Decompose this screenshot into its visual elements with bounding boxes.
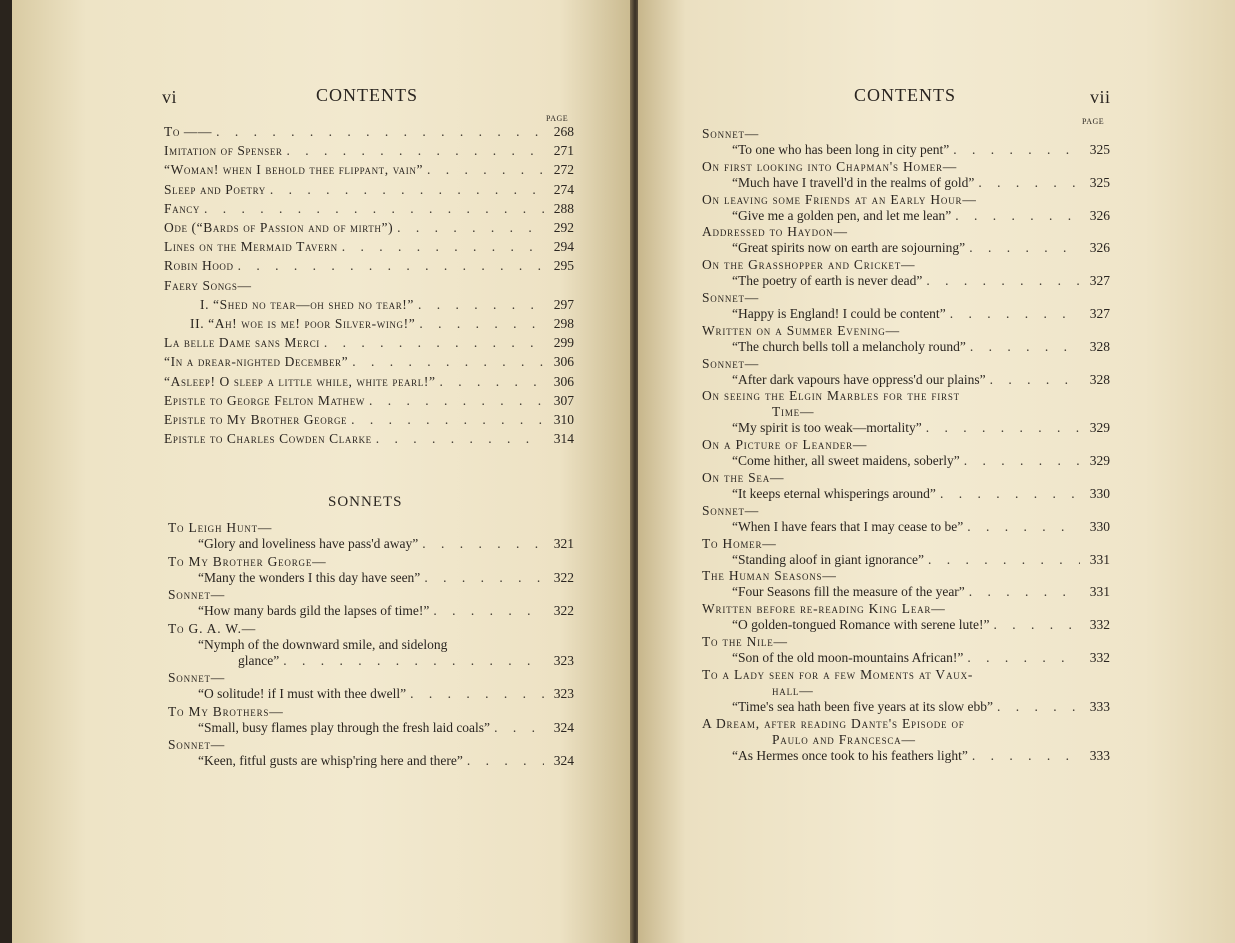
entry-line [702,699,1110,715]
entry-title: To —— [164,124,213,139]
sonnet-entry [702,634,1110,666]
entry-title: Lines on the Mermaid Tavern [164,239,338,255]
entry-title: Epistle to My Brother George [164,412,348,427]
leader-dots [969,584,1080,600]
sonnet-heading: To Leigh Hunt— [168,520,273,535]
entry-line [164,393,574,409]
sonnet-entry [168,587,574,619]
entry-title: “Woman! when I behold thee flippant, vain” [164,162,424,178]
entry-title: “It keeps eternal whisperings around” [732,486,936,501]
entry-line [164,297,574,313]
leader-dots [926,273,1080,289]
entry-line [164,143,574,159]
entry-title: “Time's sea hath been five years at its slow ebb” [732,698,993,714]
left-page [12,0,634,943]
page-ref: 274 [553,181,574,197]
entry-title: “How many bards gild the lapses of time!” [198,603,430,618]
leader-dots [926,420,1080,436]
leader-dots [287,143,544,159]
sonnet-entry [702,470,1110,502]
page-ref: 333 [1089,698,1110,714]
running-head: CONTENTS [316,85,418,105]
sonnet-heading: On seeing the Elgin Marbles for the first [702,388,960,404]
page-number: vii [1090,87,1111,107]
sonnet-entry [702,323,1110,355]
entry-title: “To one who has been long in city pent” [732,142,950,157]
entry-title: “Keen, fitful gusts are whisp'ring here and there” [198,753,463,768]
toc-entry [164,258,574,274]
page-column-label: PAGE [1082,117,1105,126]
entry-title: “When I have fears that I may cease to be” [732,518,964,534]
sonnet-entry [702,192,1110,224]
entry-title: “After dark vapours have oppress'd our plains” [732,371,986,387]
entry-line [164,182,574,198]
entry-title: glance” [238,652,280,668]
leader-dots [990,372,1080,388]
sonnet-entry [702,503,1110,535]
sonnet-entry [702,716,1110,764]
leader-dots [994,617,1080,633]
toc-entry [164,297,574,313]
entry-line [164,201,574,217]
page-ref: 332 [1089,617,1110,633]
leader-dots [342,239,544,255]
entry-line [702,486,1110,502]
entry-line [164,258,574,274]
entry-line [702,339,1110,355]
sonnet-heading: Sonnet— [702,126,760,141]
page-ref: 333 [1089,747,1110,763]
page-ref: 295 [553,258,574,274]
page-ref: 294 [553,239,574,255]
entry-line [168,603,574,619]
page-ref: 323 [553,652,574,668]
leader-dots [997,699,1080,715]
page-ref: 299 [553,335,574,351]
toc-entry [164,335,574,351]
entry-title: “Happy is England! I could be content” [732,306,946,321]
sonnet-entry [168,621,574,669]
entry-line [702,306,1110,322]
leader-dots [410,686,544,702]
entry-line [168,720,574,736]
entry-line [168,570,574,586]
sonnet-heading: To My Brother George— [168,553,327,569]
page-ref: 307 [553,392,574,408]
entry-line [702,748,1110,764]
entry-title: II. “Ah! woe is me! poor Silver-wing!” [190,316,416,331]
page-ref: 306 [553,373,574,389]
sonnet-entry [168,520,574,552]
page-column-label: PAGE [546,114,569,123]
entry-title: “Many the wonders I this day have seen” [198,569,421,585]
sonnet-heading: Written on a Summer Evening— [702,322,900,338]
sonnet-entry [702,290,1110,322]
sonnet-heading: Sonnet— [702,502,760,518]
leader-dots [270,182,544,198]
entry-line [164,412,574,428]
sonnet-entry [702,224,1110,256]
page-ref: 297 [553,296,574,312]
sonnet-heading: Time— [772,404,815,420]
page-ref: 298 [553,316,574,331]
page-ref: 322 [553,603,574,618]
sonnet-heading: A Dream, after reading Dante's Episode of [702,715,965,731]
leader-dots [967,650,1080,666]
sonnet-heading: To the Nile— [702,634,788,649]
leader-dots [204,201,544,217]
page-ref: 272 [553,162,574,178]
leader-dots [422,536,544,552]
entry-title: “O solitude! if I must with thee dwell” [198,686,407,701]
leader-dots [283,653,544,669]
leader-dots [955,208,1080,224]
sonnet-heading: Sonnet— [702,290,760,305]
entry-title: Epistle to Charles Cowden Clarke [164,431,372,447]
entry-line [702,650,1110,666]
page-ref: 288 [553,200,574,216]
page-ref: 332 [1089,650,1110,665]
page-ref: 314 [553,431,574,447]
running-head: CONTENTS [854,85,956,105]
entry-title: Sleep and Poetry [164,181,266,197]
entry-line [164,316,574,332]
page-ref: 323 [553,686,574,701]
toc-entry [164,143,574,159]
entry-title: “Standing aloof in giant ignorance” [732,551,924,567]
entry-line [168,637,574,653]
leader-dots [970,339,1080,355]
page-ref: 327 [1089,306,1110,321]
entry-line [702,420,1110,436]
sonnet-entry [702,667,1110,715]
entry-line [702,584,1110,600]
leader-dots [418,297,544,313]
entry-title: I. “Shed no tear—oh shed no tear!” [200,296,414,312]
leader-dots [352,354,544,370]
sonnet-entry [168,704,574,736]
sonnet-entry [168,670,574,702]
entry-line [164,374,574,390]
sonnet-heading: Sonnet— [702,355,760,371]
toc-entry [164,162,574,178]
toc-entry [164,278,574,294]
page-ref: 328 [1089,371,1110,387]
entry-title: Ode (“Bards of Passion and of mirth”) [164,220,394,235]
page-ref: 321 [553,536,574,551]
sonnet-entry [702,159,1110,191]
sonnet-heading: On leaving some Friends at an Early Hour— [702,191,977,207]
leader-dots [369,393,544,409]
entry-line [164,278,574,294]
sonnet-entry [702,437,1110,469]
leader-dots [978,175,1080,191]
sonnet-entry [702,388,1110,436]
page-ref: 331 [1089,584,1110,600]
toc-entry [164,374,574,390]
page-ref: 324 [553,719,574,735]
entry-line [168,686,574,702]
page-ref: 310 [553,412,574,427]
leader-dots [433,603,544,619]
page-ref: 329 [1089,453,1110,469]
sonnet-heading: Addressed to Haydon— [702,224,848,240]
sonnet-entry [702,601,1110,633]
leader-dots [972,748,1080,764]
toc-entry [164,431,574,447]
right-page [638,0,1235,943]
sonnet-heading: Written before re-reading King Lear— [702,601,946,617]
entry-title: “Four Seasons fill the measure of the year” [732,584,965,600]
entry-title: Epistle to George Felton Mathew [164,392,365,408]
page-ref: 326 [1089,207,1110,223]
leader-dots [969,240,1080,256]
leader-dots [928,552,1080,568]
page-ref: 268 [553,124,574,139]
leader-dots [953,142,1080,158]
entry-line [702,372,1110,388]
leader-dots [397,220,544,236]
sonnet-heading: To My Brothers— [168,703,284,719]
entry-title: “Give me a golden pen, and let me lean” [732,207,952,223]
sonnet-heading: Sonnet— [168,737,226,752]
entry-title: “The poetry of earth is never dead” [732,273,923,289]
sonnet-heading: To Homer— [702,535,777,551]
entry-line [702,142,1110,158]
sonnet-heading: Sonnet— [168,670,226,685]
entry-line [702,208,1110,224]
toc-entry [164,220,574,236]
entry-title: “In a drear-nighted December” [164,354,349,370]
page-ref: 325 [1089,174,1110,190]
leader-dots [950,306,1080,322]
toc-entry [164,393,574,409]
book-edge [0,0,12,943]
entry-line [164,354,574,370]
entry-line [164,220,574,236]
entry-line [702,175,1110,191]
sonnet-heading: Sonnet— [168,587,226,602]
entry-title: “Small, busy flames play through the fresh laid coals” [198,719,491,735]
sonnet-heading: On the Grasshopper and Cricket— [702,257,916,273]
entry-line [702,552,1110,568]
sonnet-heading: Paulo and Francesca— [772,731,916,747]
page-ref: 327 [1089,273,1110,289]
page-ref: 325 [1089,142,1110,157]
entry-title: “Great spirits now on earth are sojourning” [732,240,966,256]
sonnet-entry [168,554,574,586]
page-ref: 330 [1089,486,1110,501]
page-ref: 271 [553,143,574,159]
page-ref: 330 [1089,518,1110,534]
entry-title: “Asleep! O sleep a little while, white pearl!” [164,373,436,389]
page-ref: 292 [553,220,574,235]
section-title: SONNETS [328,494,403,510]
page-ref: 306 [553,354,574,370]
sonnet-heading: On the Sea— [702,470,785,485]
page-ref: 322 [553,569,574,585]
entry-title: Imitation of Spenser [164,143,283,159]
leader-dots [424,570,544,586]
sonnet-entry [702,257,1110,289]
leader-dots [419,316,544,332]
entry-title: “Son of the old moon-mountains African!” [732,650,964,665]
leader-dots [467,753,544,769]
entry-title: Fancy [164,200,201,216]
entry-title: “As Hermes once took to his feathers light” [732,747,968,763]
toc-entry [164,316,574,332]
entry-title: “Much have I travell'd in the realms of gold” [732,174,975,190]
entry-line [702,453,1110,469]
entry-title: “The church bells toll a melancholy round” [732,338,966,354]
sonnet-heading: On a Picture of Leander— [702,437,868,453]
entry-line [702,617,1110,633]
page-ref: 331 [1089,551,1110,567]
entry-title: “Glory and loveliness have pass'd away” [198,536,419,551]
entry-title: Robin Hood [164,258,234,274]
entry-line [702,273,1110,289]
entry-line [168,536,574,552]
leader-dots [238,258,544,274]
leader-dots [216,124,544,140]
entry-line [164,239,574,255]
leader-dots [440,374,544,390]
leader-dots [351,412,544,428]
sonnet-entry [702,568,1110,600]
toc-entry [164,182,574,198]
leader-dots [376,431,544,447]
entry-line [702,240,1110,256]
entry-line [164,162,574,178]
page-ref: 324 [553,753,574,768]
entry-title: “Nymph of the downward smile, and sidelong [198,636,448,652]
sonnet-entry [702,126,1110,158]
page-number: vi [162,87,178,107]
toc-entry [164,201,574,217]
sonnet-entry [168,737,574,769]
toc-entry [164,354,574,370]
leader-dots [967,519,1080,535]
toc-entry [164,239,574,255]
sonnet-heading: To G. A. W.— [168,620,257,636]
sonnet-entry [702,536,1110,568]
sonnet-heading: hall— [772,682,814,698]
toc-entry [164,412,574,428]
entry-line [164,431,574,447]
page-ref: 328 [1089,338,1110,354]
entry-line [164,124,574,140]
entry-line [168,653,574,669]
leader-dots [494,720,544,736]
entry-line [164,335,574,351]
leader-dots [940,486,1080,502]
page-ref: 326 [1089,240,1110,256]
sonnet-heading: The Human Seasons— [702,568,837,584]
entry-title: La belle Dame sans Merci [164,335,320,351]
entry-line [702,519,1110,535]
entry-title: Faery Songs— [164,277,252,293]
leader-dots [964,453,1080,469]
entry-title: “O golden-tongued Romance with serene lute!” [732,617,990,633]
leader-dots [427,162,544,178]
entry-title: “Come hither, all sweet maidens, soberly” [732,453,960,469]
leader-dots [324,335,544,351]
sonnet-heading: To a Lady seen for a few Moments at Vaux- [702,666,974,682]
toc-entry [164,124,574,140]
sonnet-heading: On first looking into Chapman's Homer— [702,158,958,174]
page-ref: 329 [1089,420,1110,436]
entry-title: “My spirit is too weak—mortality” [732,420,922,436]
entry-line [168,753,574,769]
sonnet-entry [702,356,1110,388]
